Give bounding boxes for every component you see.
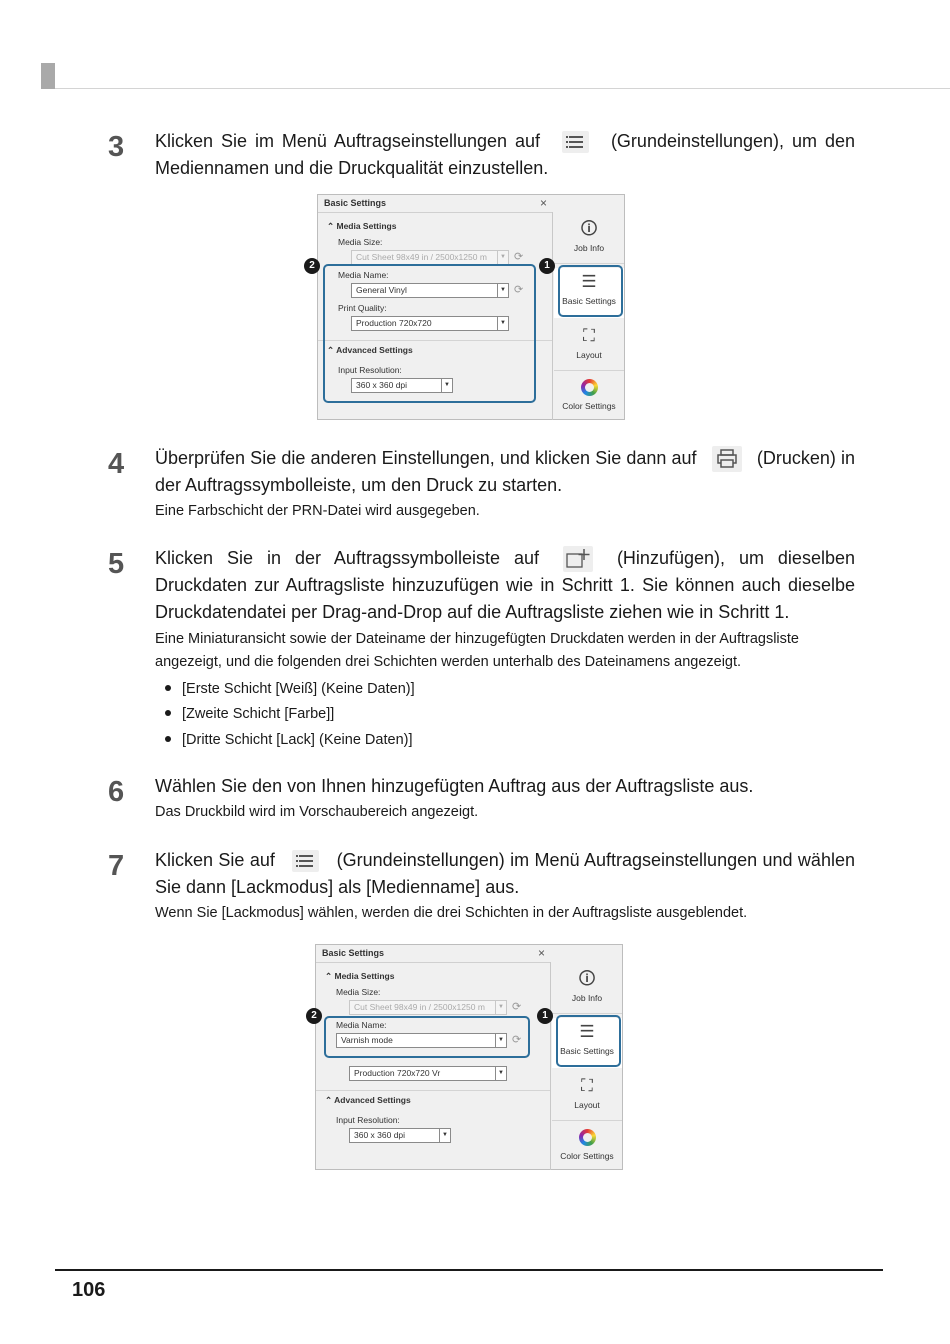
step-6-text: Wählen Sie den von Ihnen hinzugefügten Auftrag aus der Auftragsliste aus.: [155, 776, 754, 796]
callout-2: 2: [306, 1008, 322, 1024]
step-4-number: 4: [108, 448, 125, 480]
sidebar-item-job-info[interactable]: [554, 219, 624, 253]
add-icon: [563, 546, 593, 572]
panel-divider: [318, 212, 552, 213]
panel-divider-v: [552, 212, 553, 420]
step-7-subtext: Wenn Sie [Lackmodus] wählen, werden die drei Schichten in der Auftragsliste ausgeblendet.: [155, 905, 748, 921]
step-5-text-b: (Hinzufügen), um dieselben Druckdaten zur Auftragsliste hinzuzufügen wie in Schritt 1. Sie können auch dieselbe Druckdatendatei per Drag-and-Drop auf die Auftragsliste ziehen wie in Schritt 1.: [155, 548, 855, 623]
list-item-text: [Dritte Schicht [Lack] (Keine Daten)]: [182, 732, 413, 748]
bullet-icon: [165, 710, 171, 716]
basic-settings-icon: [562, 131, 589, 153]
media-settings-label: Media Settings: [336, 221, 397, 231]
step-3-text-a: Klicken Sie im Menü Auftragseinstellungen auf: [155, 131, 540, 151]
panel-title: Basic Settings: [324, 198, 387, 208]
basic-settings-panel-1: [309, 194, 625, 420]
print-quality-select[interactable]: [349, 1066, 507, 1081]
media-settings-heading[interactable]: ⌃ Media Settings: [325, 971, 395, 981]
close-icon[interactable]: ×: [538, 946, 546, 960]
step-7-text-a: Klicken Sie auf: [155, 850, 275, 870]
print-quality-label: Print Quality:: [338, 303, 387, 313]
advanced-settings-label: Advanced Settings: [336, 345, 413, 355]
sidebar-divider: [552, 1013, 622, 1014]
media-size-select: [351, 250, 509, 265]
list-icon: ☰: [581, 272, 597, 291]
info-icon: 🛈: [578, 969, 596, 988]
list-item: [165, 679, 415, 699]
step-3-text-b: (Grundeinstellungen), um den Mediennamen und die Druckqualität einzustellen.: [155, 131, 855, 178]
refresh-icon[interactable]: ⟳: [512, 1034, 522, 1046]
footer-rule: [55, 1269, 883, 1271]
print-icon: [712, 446, 742, 472]
print-quality-value: Production 720x720 Vr: [354, 1068, 441, 1078]
chevron-down-icon: ▼: [441, 379, 452, 392]
highlight-box-1: [558, 265, 623, 317]
chevron-down-icon: ▼: [495, 1034, 506, 1047]
input-resolution-value: 360 x 360 dpi: [354, 1130, 406, 1140]
chevron-down-icon: ▼: [495, 1001, 506, 1014]
print-quality-value: Production 720x720: [356, 318, 432, 328]
sidebar-item-label: Color Settings: [560, 1151, 614, 1161]
chevron-down-icon: ▼: [497, 284, 508, 297]
step-5-text: [155, 545, 855, 626]
input-resolution-select[interactable]: [349, 1128, 451, 1143]
media-name-label: Media Name:: [336, 1020, 387, 1030]
bullet-icon: [165, 736, 171, 742]
panel-title: Basic Settings: [322, 948, 385, 958]
step-5-number: 5: [108, 548, 125, 580]
step-6-subtext: Das Druckbild wird im Vorschaubereich angezeigt.: [155, 804, 479, 820]
advanced-settings-heading[interactable]: ⌃ Advanced Settings: [325, 1095, 411, 1105]
step-5-text-a: Klicken Sie in der Auftragssymbolleiste auf: [155, 548, 539, 568]
refresh-icon: ⟳: [512, 1001, 522, 1013]
step-7-text: [155, 847, 855, 901]
callout-1: 1: [539, 258, 555, 274]
media-size-label: Media Size:: [336, 987, 381, 997]
sidebar-item-label: Basic Settings: [562, 296, 616, 306]
advanced-settings-label: Advanced Settings: [334, 1095, 411, 1105]
media-settings-heading[interactable]: ⌃ Media Settings: [327, 221, 397, 231]
list-item-text: [Erste Schicht [Weiß] (Keine Daten)]: [182, 681, 415, 697]
sidebar-item-job-info[interactable]: [552, 969, 622, 1003]
list-item: [165, 704, 334, 724]
list-icon: ☰: [579, 1022, 595, 1041]
callout-2: 2: [304, 258, 320, 274]
highlight-box-2: [324, 1016, 530, 1058]
sidebar-divider: [554, 370, 624, 371]
media-name-value: Varnish mode: [341, 1035, 393, 1045]
step-4-text-b: (Drucken) in der Auftragssymbolleiste, um den Druck zu starten.: [155, 448, 855, 496]
input-resolution-label: Input Resolution:: [336, 1115, 400, 1125]
advanced-settings-heading[interactable]: ⌃ Advanced Settings: [327, 345, 413, 355]
media-size-value: Cut Sheet 98x49 in / 2500x1250 m: [354, 1002, 485, 1012]
media-size-label: Media Size:: [338, 237, 383, 247]
step-6-number: 6: [108, 776, 125, 808]
callout-1: 1: [537, 1008, 553, 1024]
section-divider: [316, 1090, 550, 1091]
sidebar-item-label: Layout: [576, 350, 602, 360]
chevron-down-icon: ▼: [495, 1067, 506, 1080]
refresh-icon: ⟳: [514, 251, 524, 263]
chevron-down-icon: ▼: [439, 1129, 450, 1142]
sidebar-item-layout[interactable]: [552, 1076, 622, 1110]
highlight-box-1: [556, 1015, 621, 1067]
media-settings-label: Media Settings: [334, 971, 395, 981]
list-item-text: [Zweite Schicht [Farbe]]: [182, 706, 335, 722]
header-rule: [55, 88, 950, 89]
step-5-subtext: Eine Miniaturansicht sowie der Dateiname der hinzugefügten Druckdaten werden in der Auftragsliste angezeigt, und die folgenden drei Schichten werden unterhalb des Dateinamens angezeigt.: [155, 631, 799, 670]
layout-icon: ⛶: [583, 326, 595, 345]
step-7-number: 7: [108, 850, 125, 882]
info-icon: 🛈: [580, 219, 598, 238]
highlight-box-2: [323, 264, 536, 403]
media-size-value: Cut Sheet 98x49 in / 2500x1250 m: [356, 252, 487, 262]
sidebar-item-label: Job Info: [573, 243, 605, 253]
close-icon[interactable]: ×: [540, 196, 548, 210]
color-wheel-icon: [579, 1129, 596, 1146]
media-name-label: Media Name:: [338, 270, 389, 280]
media-name-value: General Vinyl: [356, 285, 407, 295]
step-3-text: [155, 128, 855, 182]
step-4-text: [155, 445, 855, 499]
sidebar-item-color-settings[interactable]: [552, 1129, 622, 1161]
panel-divider-v: [550, 962, 551, 1170]
bullet-icon: [165, 685, 171, 691]
step-3-number: 3: [108, 131, 125, 163]
sidebar-item-layout[interactable]: [554, 326, 624, 360]
sidebar-item-label: Color Settings: [562, 401, 616, 411]
list-item: [165, 730, 413, 750]
chevron-down-icon: ▼: [497, 317, 508, 330]
step-7-text-b: (Grundeinstellungen) im Menü Auftragseinstellungen und wählen Sie dann [Lackmodus] als [Medienname] aus.: [155, 850, 855, 897]
sidebar-item-label: Layout: [574, 1100, 600, 1110]
media-size-select: [349, 1000, 507, 1015]
refresh-icon[interactable]: ⟳: [514, 284, 524, 296]
input-resolution-value: 360 x 360 dpi: [356, 380, 408, 390]
sidebar-item-label: Job Info: [571, 993, 603, 1003]
page-number: 106: [72, 1279, 106, 1301]
step-4-subtext: Eine Farbschicht der PRN-Datei wird ausgegeben.: [155, 503, 480, 519]
basic-settings-panel-2: [311, 944, 623, 1170]
sidebar-item-color-settings[interactable]: [554, 379, 624, 411]
panel-divider: [316, 962, 550, 963]
input-resolution-label: Input Resolution:: [338, 365, 402, 375]
header-marker: [41, 63, 55, 89]
basic-settings-icon: [292, 850, 319, 872]
step-4-text-a: Überprüfen Sie die anderen Einstellungen, und klicken Sie dann auf: [155, 448, 697, 468]
layout-icon: ⛶: [581, 1076, 593, 1095]
sidebar-item-label: Basic Settings: [560, 1046, 614, 1056]
color-wheel-icon: [581, 379, 598, 396]
sidebar-divider: [554, 263, 624, 264]
chevron-down-icon: ▼: [497, 251, 508, 264]
sidebar-divider: [552, 1120, 622, 1121]
